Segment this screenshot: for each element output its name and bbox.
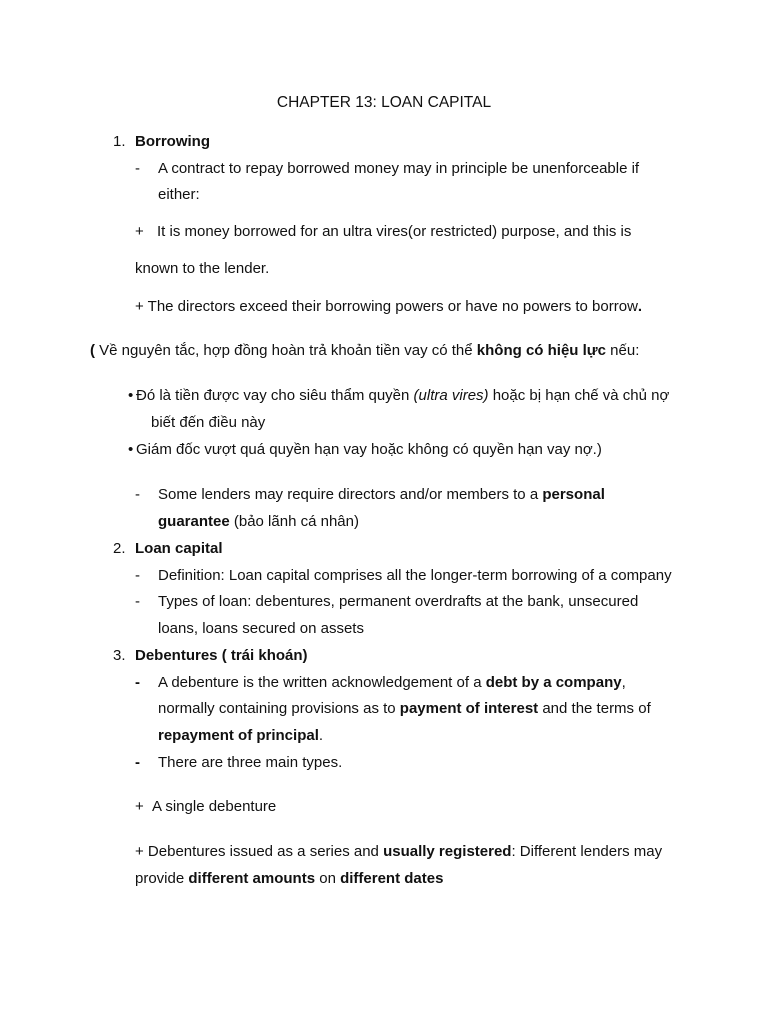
debenture-def-line-1: A debenture is the written acknowledgement of a debt by a company, — [158, 674, 626, 691]
section-2-heading: 2. Loan capital — [113, 540, 223, 557]
condition-1-line-1: It is money borrowed for an ultra vires(or restricted) purpose, and this is — [157, 223, 632, 240]
personal-guarantee-line-2: guarantee (bảo lãnh cá nhân) — [158, 513, 359, 530]
series-debentures-line-1: + Debentures issued as a series and usually registered: Different lenders may — [135, 843, 663, 860]
dash-marker: - — [135, 754, 140, 771]
plus-marker: + — [135, 798, 144, 815]
section-3-heading: 3. Debentures ( trái khoán) — [113, 647, 308, 664]
loan-types-line-1: Types of loan: debentures, permanent overdrafts at the bank, unsecured — [158, 593, 639, 610]
condition-1-line-2: known to the lender. — [135, 260, 270, 277]
series-debentures-line-2: provide different amounts on different dates — [135, 870, 444, 887]
personal-guarantee-line-1: Some lenders may require directors and/or members to a personal — [158, 486, 605, 503]
dash-marker: - — [135, 486, 140, 503]
borrowing-intro-line-1: A contract to repay borrowed money may in principle be unenforceable if — [158, 160, 640, 177]
borrowing-intro-line-2: either: — [158, 186, 200, 203]
three-types-line: There are three main types. — [158, 754, 343, 771]
vietnamese-note-intro: ( Về nguyên tắc, hợp đồng hoàn trả khoản tiền vay có thể không có hiệu lực nếu: — [90, 342, 640, 359]
debenture-def-line-2: normally containing provisions as to payment of interest and the terms of — [158, 700, 651, 717]
vietnamese-bullet-1-line-1: Đó là tiền được vay cho siêu thẩm quyền (ultra vires) hoặc bị hạn chế và chủ nợ — [136, 387, 670, 404]
vietnamese-bullet-2: Giám đốc vượt quá quyền hạn vay hoặc không có quyền hạn vay nợ.) — [136, 441, 602, 458]
bullet-marker: • — [128, 441, 134, 458]
single-debenture: A single debenture — [152, 798, 277, 815]
dash-marker: - — [135, 160, 140, 177]
section-1-heading: 1. Borrowing — [113, 133, 210, 150]
dash-marker: - — [135, 593, 140, 610]
loan-capital-definition: Definition: Loan capital comprises all the longer-term borrowing of a company — [158, 567, 672, 584]
debenture-def-line-3: repayment of principal. — [158, 727, 324, 744]
dash-marker: - — [135, 674, 140, 691]
vietnamese-bullet-1-line-2: biết đến điều này — [151, 414, 266, 431]
bullet-marker: • — [128, 387, 134, 404]
page-title: CHAPTER 13: LOAN CAPITAL — [276, 94, 492, 111]
plus-marker: + — [135, 223, 144, 240]
condition-2: + The directors exceed their borrowing powers or have no powers to borrow. — [135, 298, 643, 315]
dash-marker: - — [135, 567, 140, 584]
loan-types-line-2: loans, loans secured on assets — [158, 620, 364, 637]
